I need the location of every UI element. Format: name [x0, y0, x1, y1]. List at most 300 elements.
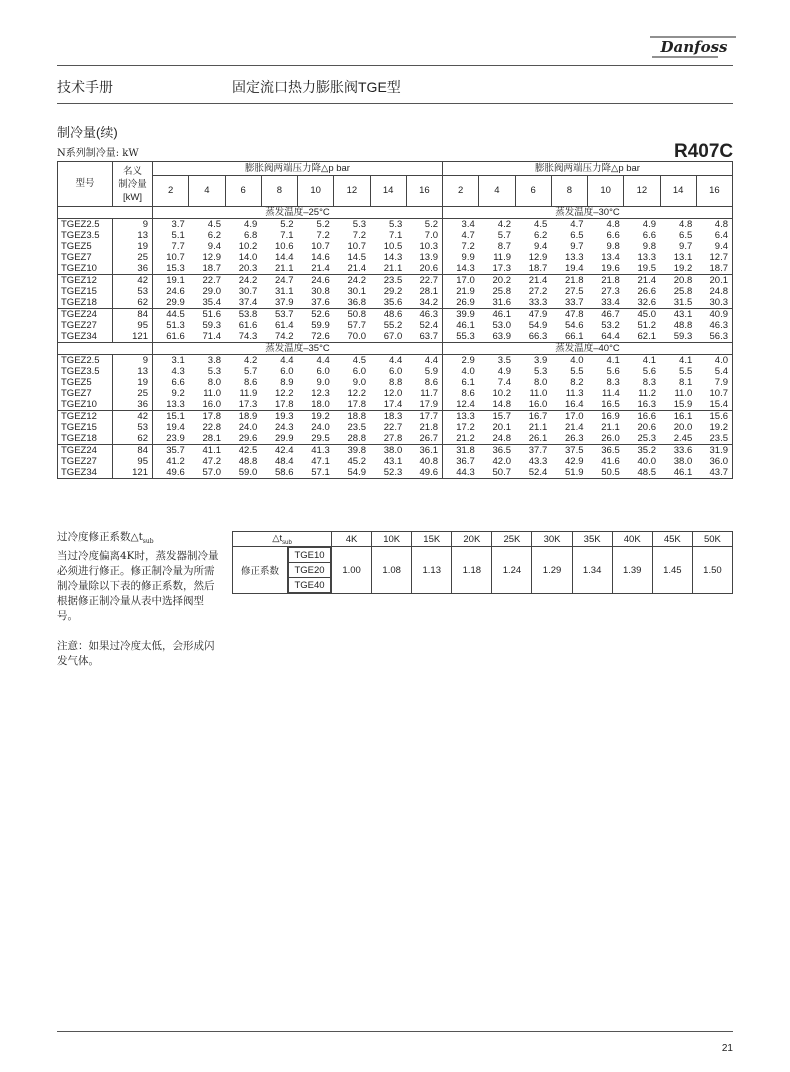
nominal-capacity-cell: 25: [113, 388, 153, 399]
capacity-cell: 21.4: [515, 275, 551, 287]
table-row: [58, 309, 733, 321]
capacity-cell: 39.9: [443, 309, 479, 321]
capacity-cell: 10.2: [238, 240, 258, 252]
capacity-cell: 27.5: [565, 285, 584, 297]
capacity-cell: 24.8: [492, 432, 511, 444]
capacity-cell: 51.6: [189, 309, 225, 321]
model-cell: TGEZ10: [58, 263, 113, 275]
capacity-cell: 31.1: [275, 285, 294, 297]
capacity-cell: 20.6: [419, 262, 438, 274]
capacity-cell: 21.9: [443, 286, 479, 297]
nominal-capacity-cell: 19: [113, 241, 153, 252]
capacity-cell: 43.1: [660, 309, 696, 321]
capacity-cell: 22.7: [189, 275, 225, 287]
nominal-capacity-cell: 84: [113, 309, 153, 321]
capacity-cell: 66.1: [565, 330, 584, 342]
capacity-cell: 22.8: [202, 421, 221, 433]
nominal-capacity-cell: 53: [113, 286, 153, 297]
capacity-cell: 8.3: [642, 376, 656, 388]
capacity-cell: 46.1: [443, 320, 479, 331]
capacity-cell: 58.6: [261, 467, 297, 479]
capacity-cell: 4.9: [244, 218, 258, 230]
capacity-cell: 55.2: [383, 319, 403, 331]
table-row: [58, 388, 733, 399]
capacity-cell: 32.6: [637, 296, 656, 308]
subcool-column-header: 30K: [532, 532, 572, 547]
pressure-col-header: 2: [153, 176, 189, 207]
correction-factor-cell: 1.24: [492, 547, 532, 594]
capacity-cell: 16.6: [624, 411, 660, 423]
capacity-cell: 5.5: [679, 365, 693, 377]
capacity-cell: 5.5: [570, 365, 584, 377]
capacity-cell: 29.0: [202, 285, 221, 297]
capacity-cell: 7.9: [696, 377, 732, 388]
capacity-cell: 14.5: [347, 251, 366, 263]
nominal-capacity-cell: 36: [113, 399, 153, 411]
capacity-cell: 36.1: [406, 445, 442, 457]
capacity-cell: 9.4: [207, 240, 221, 252]
capacity-cell: 8.6: [443, 388, 479, 399]
capacity-cell: 48.4: [275, 455, 294, 467]
capacity-cell: 26.3: [565, 432, 584, 444]
capacity-cell: 34.2: [419, 296, 438, 308]
capacity-cell: 28.1: [419, 285, 438, 297]
nominal-capacity-cell: 84: [113, 445, 153, 457]
capacity-cell: 15.6: [696, 411, 732, 423]
nominal-capacity-cell: 95: [113, 456, 153, 467]
capacity-cell: 18.9: [225, 411, 261, 423]
capacity-cell: 15.7: [479, 411, 515, 423]
temperature-band-row: [58, 207, 733, 219]
table-row: [58, 411, 733, 423]
capacity-cell: 23.5: [347, 421, 366, 433]
capacity-cell: 26.1: [528, 432, 548, 444]
capacity-cell: 25.3: [637, 432, 656, 444]
capacity-cell: 5.9: [424, 365, 438, 377]
capacity-cell: 37.5: [551, 445, 587, 457]
capacity-cell: 4.4: [424, 354, 438, 366]
capacity-cell: 41.2: [166, 455, 185, 467]
capacity-cell: 4.7: [570, 218, 584, 230]
capacity-cell: 11.2: [638, 387, 656, 399]
capacity-cell: 29.5: [311, 432, 330, 444]
pressure-col-header: 4: [479, 176, 515, 207]
capacity-cell: 21.8: [551, 275, 587, 287]
capacity-cell: 47.8: [551, 309, 587, 321]
capacity-cell: 51.2: [637, 319, 656, 331]
capacity-cell: 17.4: [383, 398, 403, 410]
capacity-cell: 6.0: [389, 365, 403, 377]
pressure-col-header: 8: [261, 176, 297, 207]
correction-factor-cell: 1.50: [692, 547, 732, 594]
capacity-cell: 3.8: [207, 354, 221, 366]
capacity-cell: 19.1: [153, 275, 189, 287]
capacity-cell: 41.6: [601, 455, 620, 467]
capacity-cell: 24.0: [238, 421, 258, 433]
capacity-cell: 38.0: [673, 455, 693, 467]
nominal-capacity-cell: 13: [113, 366, 153, 377]
model-tge40: TGE40: [289, 578, 331, 593]
table-row: [58, 230, 733, 241]
capacity-cell: 19.4: [166, 421, 185, 433]
capacity-cell: 6.1: [443, 377, 479, 388]
capacity-cell: 27.2: [528, 285, 548, 297]
capacity-cell: 15.4: [696, 399, 732, 411]
capacity-cell: 46.3: [696, 320, 732, 331]
capacity-cell: 17.3: [492, 262, 511, 274]
pressure-col-header: 12: [624, 176, 660, 207]
capacity-cell: 21.1: [601, 421, 620, 433]
capacity-cell: 37.7: [515, 445, 551, 457]
table-row: [58, 297, 733, 309]
capacity-cell: 47.2: [202, 455, 221, 467]
capacity-cell: 5.7: [244, 365, 258, 377]
evap-temp-right: 蒸发温度–40°C: [443, 343, 733, 355]
capacity-cell: 8.6: [244, 376, 258, 388]
capacity-cell: 43.1: [383, 455, 403, 467]
capacity-cell: 12.3: [311, 387, 330, 399]
nominal-capacity-cell: 121: [113, 331, 153, 343]
capacity-cell: 59.9: [311, 319, 330, 331]
capacity-cell: 27.3: [601, 285, 620, 297]
model-cell: TGEZ3.5: [58, 230, 113, 241]
capacity-cell: 19.2: [298, 411, 334, 423]
capacity-cell: 64.4: [601, 330, 620, 342]
capacity-cell: 21.1: [528, 421, 548, 433]
capacity-cell: 6.2: [534, 229, 548, 241]
capacity-cell: 51.9: [551, 467, 587, 479]
model-tge20: TGE20: [289, 563, 331, 578]
capacity-cell: 18.7: [202, 262, 221, 274]
capacity-cell: 21.4: [311, 262, 330, 274]
table-row: [58, 467, 733, 479]
capacity-cell: 7.2: [316, 229, 330, 241]
capacity-cell: 49.6: [153, 467, 189, 479]
subcool-column-header: 40K: [612, 532, 652, 547]
capacity-cell: 3.5: [497, 354, 511, 366]
table-row: [58, 219, 733, 231]
capacity-cell: 43.3: [528, 455, 548, 467]
capacity-cell: 7.2: [443, 241, 479, 252]
capacity-cell: 10.6: [275, 240, 294, 252]
correction-body: 当过冷度偏离4K时，蒸发器制冷量必须进行修正。修正制冷量为所需制冷量除以下表的修正系数，然后根据修正制冷量从表中选择阀型号。: [57, 550, 219, 623]
capacity-cell: 8.1: [679, 376, 693, 388]
subcool-column-header: 10K: [372, 532, 412, 547]
header-rule-bottom: [57, 103, 733, 104]
capacity-cell: 11.9: [239, 387, 258, 399]
capacity-cell: 26.0: [601, 432, 620, 444]
pressure-col-header: 16: [406, 176, 442, 207]
capacity-cell: 45.2: [347, 455, 366, 467]
capacity-cell: 33.4: [601, 296, 620, 308]
capacity-cell: 13.3: [443, 411, 479, 423]
capacity-cell: 5.3: [207, 365, 221, 377]
capacity-cell: 25.8: [492, 285, 511, 297]
capacity-cell: 66.3: [528, 330, 548, 342]
capacity-cell: 47.9: [515, 309, 551, 321]
model-cell: TGEZ7: [58, 252, 113, 263]
capacity-cell: 59.3: [202, 319, 221, 331]
correction-factor-cell: 1.39: [612, 547, 652, 594]
table-row: [58, 377, 733, 388]
capacity-cell: 33.7: [565, 296, 584, 308]
capacity-cell: 13.4: [601, 251, 620, 263]
capacity-cell: 5.6: [606, 365, 620, 377]
capacity-cell: 9.2: [171, 387, 185, 399]
capacity-cell: 50.8: [334, 309, 370, 321]
capacity-cell: 22.7: [383, 421, 403, 433]
capacity-cell: 50.7: [479, 467, 515, 479]
capacity-cell: 13.3: [565, 251, 584, 263]
evap-temp-left: 蒸发温度–25°C: [153, 207, 443, 219]
capacity-cell: 26.9: [443, 297, 479, 309]
capacity-cell: 24.2: [334, 275, 370, 287]
capacity-cell: 72.6: [311, 330, 330, 342]
capacity-cell: 4.0: [443, 366, 479, 377]
capacity-cell: 24.3: [275, 421, 294, 433]
capacity-cell: 17.8: [347, 398, 366, 410]
capacity-cell: 2.45: [673, 432, 693, 444]
capacity-cell: 53.8: [225, 309, 261, 321]
model-cell: TGEZ10: [58, 399, 113, 411]
correction-description: [57, 530, 223, 669]
capacity-cell: 30.1: [347, 285, 366, 297]
capacity-cell: 42.0: [492, 455, 511, 467]
capacity-cell: 42.5: [225, 445, 261, 457]
capacity-cell: 63.9: [492, 330, 511, 342]
capacity-cell: 10.7: [311, 240, 330, 252]
capacity-cell: 38.0: [370, 445, 406, 457]
model-cell: TGEZ34: [58, 467, 113, 479]
capacity-cell: 59.0: [225, 467, 261, 479]
capacity-cell: 26.7: [419, 432, 438, 444]
capacity-cell: 9.0: [316, 376, 330, 388]
subcool-column-header: 15K: [412, 532, 452, 547]
capacity-cell: 4.2: [244, 354, 258, 366]
capacity-cell: 11.0: [674, 387, 693, 399]
capacity-cell: 17.7: [406, 411, 442, 423]
capacity-cell: 8.7: [497, 240, 511, 252]
capacity-cell: 37.4: [238, 296, 258, 308]
capacity-cell: 5.6: [642, 365, 656, 377]
pressure-col-header: 10: [298, 176, 334, 207]
capacity-cell: 43.7: [696, 467, 732, 479]
unit-note: N系列制冷量: kW: [57, 148, 139, 159]
capacity-cell: 8.0: [534, 376, 548, 388]
capacity-cell: 19.5: [637, 262, 656, 274]
capacity-cell: 7.2: [352, 229, 366, 241]
model-cell: TGEZ3.5: [58, 366, 113, 377]
capacity-cell: 46.1: [479, 309, 515, 321]
capacity-cell: 5.2: [316, 218, 330, 230]
capacity-cell: 25.8: [673, 285, 693, 297]
capacity-cell: 16.3: [637, 398, 656, 410]
capacity-cell: 33.6: [660, 445, 696, 457]
capacity-cell: 16.1: [660, 411, 696, 423]
capacity-cell: 4.0: [696, 355, 732, 367]
table-row: [58, 331, 733, 343]
capacity-cell: 20.3: [238, 262, 258, 274]
capacity-cell: 26.6: [637, 285, 656, 297]
capacity-cell: 10.3: [419, 240, 438, 252]
capacity-cell: 3.1: [171, 354, 185, 366]
capacity-cell: 36.7: [443, 456, 479, 467]
nominal-capacity-cell: 25: [113, 252, 153, 263]
capacity-cell: 8.6: [424, 376, 438, 388]
capacity-cell: 46.7: [588, 309, 624, 321]
capacity-cell: 48.8: [238, 455, 258, 467]
capacity-cell: 35.6: [383, 296, 403, 308]
table-row: [58, 252, 733, 263]
correction-title: 过冷度修正系数$\triangle t_{sub}$: [57, 531, 154, 546]
pressure-header-right: 膨胀阀两端压力降△p bar: [443, 162, 733, 176]
capacity-cell: 4.5: [534, 218, 548, 230]
capacity-cell: 59.3: [673, 330, 693, 342]
product-title: 固定流口热力膨胀阀TGE型: [232, 79, 401, 95]
footer-rule: [57, 1031, 733, 1032]
capacity-cell: 5.3: [352, 218, 366, 230]
pressure-header-left: 膨胀阀两端压力降△p bar: [153, 162, 443, 176]
model-tge10: TGE10: [289, 548, 331, 563]
nominal-capacity-cell: 121: [113, 467, 153, 479]
capacity-cell: 15.3: [166, 262, 185, 274]
capacity-cell: 7.7: [171, 240, 185, 252]
dtsub-label: $\triangle t_{sub}$: [233, 532, 332, 547]
capacity-cell: 17.8: [189, 411, 225, 423]
subcool-column-header: 20K: [452, 532, 492, 547]
capacity-cell: 44.3: [443, 467, 479, 479]
capacity-cell: 50.5: [588, 467, 624, 479]
capacity-cell: 21.4: [565, 421, 584, 433]
capacity-cell: 7.4: [497, 376, 511, 388]
capacity-cell: 19.2: [673, 262, 693, 274]
capacity-cell: 18.0: [311, 398, 330, 410]
evap-temp-left: 蒸发温度–35°C: [153, 343, 443, 355]
capacity-cell: 14.3: [383, 251, 403, 263]
capacity-cell: 29.9: [166, 296, 185, 308]
capacity-cell: 35.2: [624, 445, 660, 457]
capacity-cell: 17.2: [443, 422, 479, 433]
capacity-cell: 74.2: [275, 330, 294, 342]
capacity-cell: 9.7: [679, 240, 693, 252]
nominal-capacity-cell: 62: [113, 433, 153, 445]
capacity-cell: 52.6: [298, 309, 334, 321]
svg-text:Danfoss: Danfoss: [660, 38, 728, 56]
capacity-cell: 16.0: [528, 398, 548, 410]
capacity-cell: 45.0: [624, 309, 660, 321]
capacity-cell: 7.1: [280, 229, 294, 241]
model-cell: TGEZ34: [58, 331, 113, 343]
page-number: 21: [721, 1043, 733, 1054]
capacity-cell: 10.2: [492, 387, 511, 399]
model-cell: TGEZ27: [58, 320, 113, 331]
nominal-capacity-cell: 13: [113, 230, 153, 241]
capacity-cell: 13.3: [166, 398, 185, 410]
capacity-cell: 16.9: [588, 411, 624, 423]
capacity-cell: 31.8: [443, 445, 479, 457]
capacity-cell: 4.8: [679, 218, 693, 230]
capacity-cell: 24.6: [166, 285, 185, 297]
capacity-cell: 4.1: [679, 354, 693, 366]
capacity-cell: 6.0: [280, 365, 294, 377]
capacity-cell: 31.6: [492, 296, 511, 308]
capacity-cell: 11.0: [203, 387, 221, 399]
capacity-cell: 23.5: [370, 275, 406, 287]
model-cell: TGEZ2.5: [58, 219, 113, 231]
capacity-cell: 62.1: [637, 330, 656, 342]
capacity-cell: 10.7: [347, 240, 366, 252]
capacity-cell: 10.7: [696, 388, 732, 399]
pressure-col-header: 6: [225, 176, 261, 207]
correction-factor-cell: 1.29: [532, 547, 572, 594]
capacity-cell: 47.1: [311, 455, 330, 467]
capacity-cell: 21.4: [347, 262, 366, 274]
pressure-col-header: 16: [696, 176, 732, 207]
col-nominal-header: 名义 制冷量 [kW]: [113, 162, 153, 207]
temperature-band-row: [58, 343, 733, 355]
nominal-capacity-cell: 62: [113, 297, 153, 309]
capacity-cell: 4.2: [497, 218, 511, 230]
capacity-cell: 24.0: [311, 421, 330, 433]
capacity-cell: 36.5: [479, 445, 515, 457]
nominal-capacity-cell: 53: [113, 422, 153, 433]
capacity-cell: 19.2: [696, 422, 732, 433]
capacity-cell: 42.4: [261, 445, 297, 457]
capacity-cell: 40.0: [637, 455, 656, 467]
capacity-cell: 6.6: [606, 229, 620, 241]
pressure-col-header: 14: [370, 176, 406, 207]
correction-factor-table: [232, 531, 733, 594]
model-cell: TGEZ7: [58, 388, 113, 399]
capacity-cell: 24.8: [696, 286, 732, 297]
capacity-cell: 13.3: [637, 251, 656, 263]
capacity-cell: 28.8: [347, 432, 366, 444]
correction-factor-cell: 1.18: [452, 547, 492, 594]
model-cell: TGEZ15: [58, 286, 113, 297]
capacity-cell: 9.4: [534, 240, 548, 252]
capacity-cell: 4.3: [171, 365, 185, 377]
capacity-cell: 4.9: [497, 365, 511, 377]
pressure-col-header: 4: [189, 176, 225, 207]
capacity-cell: 46.1: [660, 467, 696, 479]
correction-factor-cell: 1.45: [652, 547, 692, 594]
capacity-cell: 35.7: [153, 445, 189, 457]
capacity-cell: 4.8: [606, 218, 620, 230]
nominal-capacity-cell: 42: [113, 275, 153, 287]
capacity-cell: 54.9: [528, 319, 548, 331]
capacity-cell: 18.8: [334, 411, 370, 423]
capacity-cell: 20.1: [492, 421, 511, 433]
capacity-cell: 52.4: [419, 319, 438, 331]
capacity-cell: 14.8: [492, 398, 511, 410]
table-row: [58, 445, 733, 457]
capacity-cell: 9.4: [696, 241, 732, 252]
capacity-cell: 21.1: [383, 262, 403, 274]
nominal-capacity-cell: 19: [113, 377, 153, 388]
capacity-cell: 7.1: [389, 229, 403, 241]
capacity-cell: 42.9: [565, 455, 584, 467]
capacity-cell: 7.0: [424, 229, 438, 241]
capacity-cell: 11.7: [420, 387, 438, 399]
capacity-cell: 19.4: [565, 262, 584, 274]
capacity-cell: 33.3: [528, 296, 548, 308]
capacity-cell: 41.1: [189, 445, 225, 457]
capacity-cell: 9.9: [443, 252, 479, 263]
capacity-cell: 74.3: [238, 330, 258, 342]
capacity-cell: 6.0: [352, 365, 366, 377]
capacity-cell: 17.9: [419, 398, 438, 410]
capacity-cell: 18.7: [696, 263, 732, 275]
